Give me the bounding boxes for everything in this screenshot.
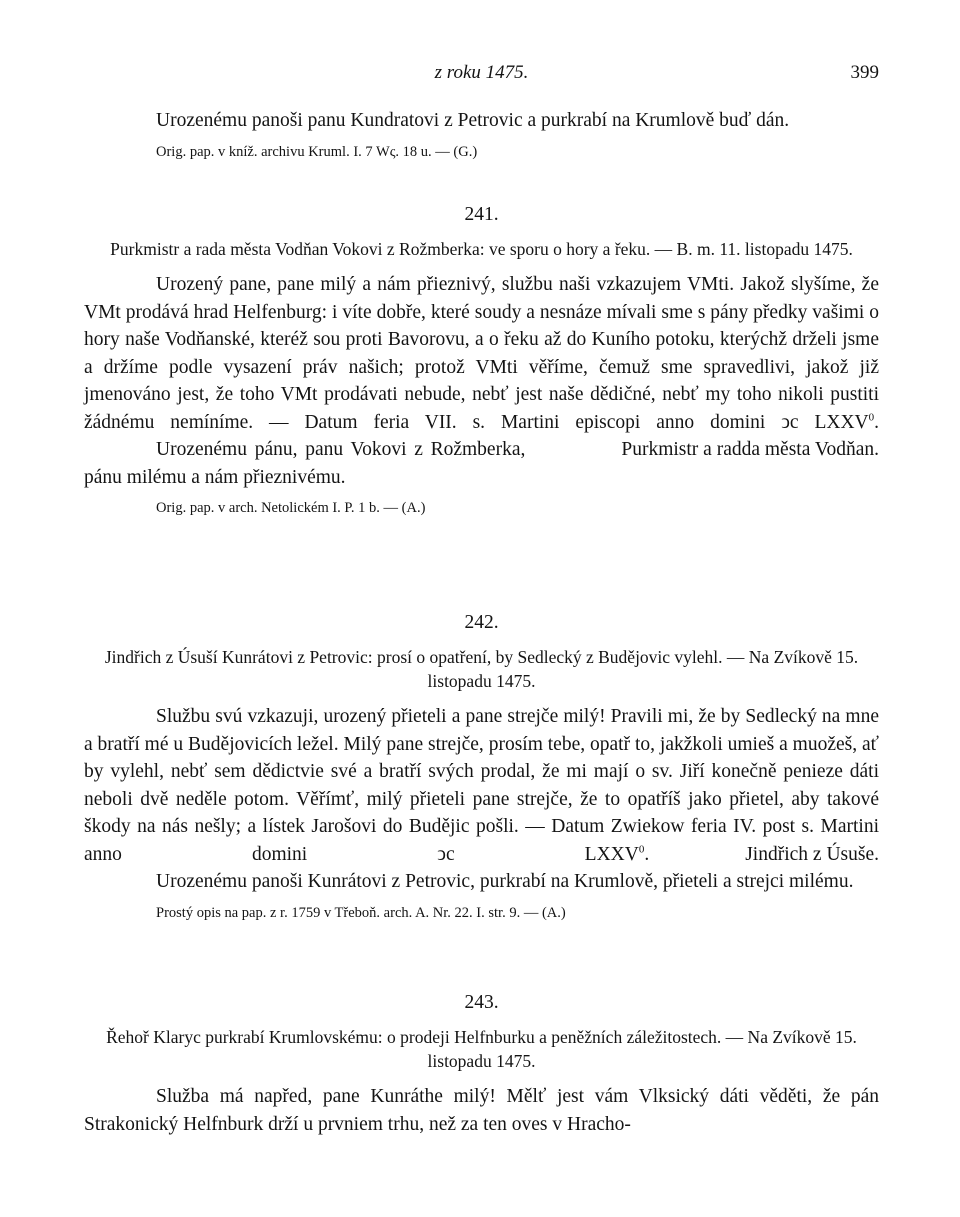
document-body xyxy=(84,271,879,460)
source-note: Orig. pap. v kníž. archivu Kruml. I. 7 Wς. 18 u. — (G.) xyxy=(156,143,478,160)
document-number: 241. xyxy=(464,204,499,225)
document-number: 243. xyxy=(464,992,499,1013)
address-line: Urozenému panoši panu Kundratovi z Petrovic a purkrabí na Krumlově buď dán. xyxy=(156,110,790,131)
previous-document-end xyxy=(84,107,879,162)
document-body: Služba má napřed, pane Kunráthe milý! Mělť jest vám Vlksický dáti věděti, že pán Strakonický Helfnburk drží u prvniem trhu, než za ten oves v Hracho- xyxy=(84,1086,879,1135)
document-body-text: Urozený pane, pane milý a nám přieznivý, službu naši vzkazujem VMti. Jakož slyšíme, že VMt prodává hrad Helfenburg: i víte dobře, které soudy a nesnáze mívali sme s pány předky vašimi o hory naše Vodňanské, kteréž sou proti Bavorovu, a o řeku až do Kuního potoku, kterýchž drželi jsme a držíme podle vysazení práv našich; protož VMti věříme, čemuž sme spravedlivi, jakož již jmenováno jest, že toho VMt prodávati nebude, nebť jest naše dědičné, nebť my toho nikoli pustiti žádnému nemíníme. — Datum feria VII. s. Martini episcopi anno domini ͻc LXXV xyxy=(84,274,879,433)
source-note: Prostý opis na pap. z r. 1759 v Třeboň. arch. A. Nr. 22. I. str. 9. — (A.) xyxy=(156,904,566,921)
document-body-end: . xyxy=(644,843,650,865)
page-number: 399 xyxy=(850,62,879,83)
source-note: Orig. pap. v arch. Netolickém I. P. 1 b. — (A.) xyxy=(156,500,426,516)
running-head xyxy=(84,58,879,88)
document-242 xyxy=(84,612,879,923)
document-243 xyxy=(84,992,879,1138)
address-line: Urozenému pánu, panu Vokovi z Rožmberka, pánu milému a nám přieznivému. xyxy=(84,439,526,488)
document-number: 242. xyxy=(464,612,499,633)
document-body xyxy=(84,703,879,868)
document-regest: Purkmistr a rada města Vodňan Vokovi z Rožmberka: ve sporu o hory a řeku. — B. m. 11. listopadu 1475. xyxy=(110,239,853,259)
document-body-superscript: 0 xyxy=(868,411,875,423)
running-title: z roku 1475. xyxy=(434,62,529,83)
document-241 xyxy=(84,204,879,518)
document-regest: Řehoř Klaryc purkrabí Krumlovskému: o prodeji Helfnburku a peněžních záležitostech. — Na Zvíkově 15. listopadu 1475. xyxy=(106,1027,857,1071)
document-signature: Purkmistr a radda města Vodňan. xyxy=(621,439,879,460)
document-regest: Jindřich z Úsuší Kunrátovi z Petrovic: prosí o opatření, by Sedlecký z Budějovic vylehl. — Na Zvíkově 15. listopadu 1475. xyxy=(104,647,859,691)
document-body-text: Službu svú vzkazuji, urozený přieteli a pane strejče milý! Pravili mi, že by Sedlecký na mne a bratří mé u Budějovicích ležel. Milý pane strejče, prosím tebe, opatř to, jakžkoli umieš a muožeš, ať by vylehl, nebť sem dědictvie své a bratří svých prodal, že mi mají o sv. Jiří konečně penieze dáti neboli dvě neděle potom. Věřímť, milý přieteli pane strejče, že to opatříš jako přietel, aby takové škody na nás nešly; a lístek Jarošovi do Budějic pošli. — Datum Zwiekow feria IV. post s. Martini anno domini ͻc LXXV xyxy=(84,706,879,865)
document-body-end: . xyxy=(874,411,879,433)
document-signature: Jindřich z Úsuše. xyxy=(745,843,879,865)
address-line: Urozenému panoši Kunrátovi z Petrovic, purkrabí na Krumlově, přieteli a strejci milému. xyxy=(156,871,854,892)
document-body-superscript: 0 xyxy=(638,843,645,855)
